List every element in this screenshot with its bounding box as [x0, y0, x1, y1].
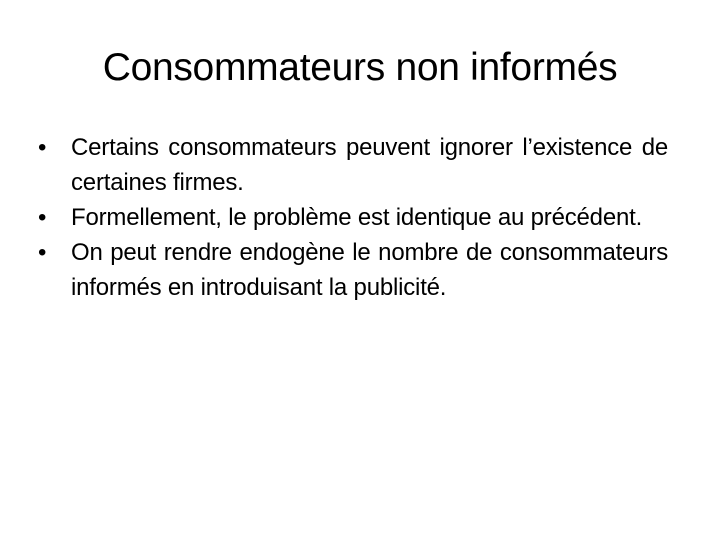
bullet-item — [36, 235, 668, 305]
bullet-marker: • — [38, 134, 47, 161]
bullet-text: Formellement, le problème est identique au précédent. — [71, 204, 643, 231]
slide-title: Consommateurs non informés — [102, 46, 618, 89]
bullet-list — [36, 130, 668, 305]
bullet-item — [36, 200, 668, 235]
bullet-text: Certains consommateurs peuvent ignorer l’existence de certaines firmes. — [71, 134, 668, 196]
bullet-item — [36, 130, 668, 200]
bullet-marker: • — [38, 239, 47, 266]
bullet-marker: • — [38, 204, 47, 231]
bullet-text: On peut rendre endogène le nombre de consommateurs informés en introduisant la publicité. — [71, 239, 668, 301]
